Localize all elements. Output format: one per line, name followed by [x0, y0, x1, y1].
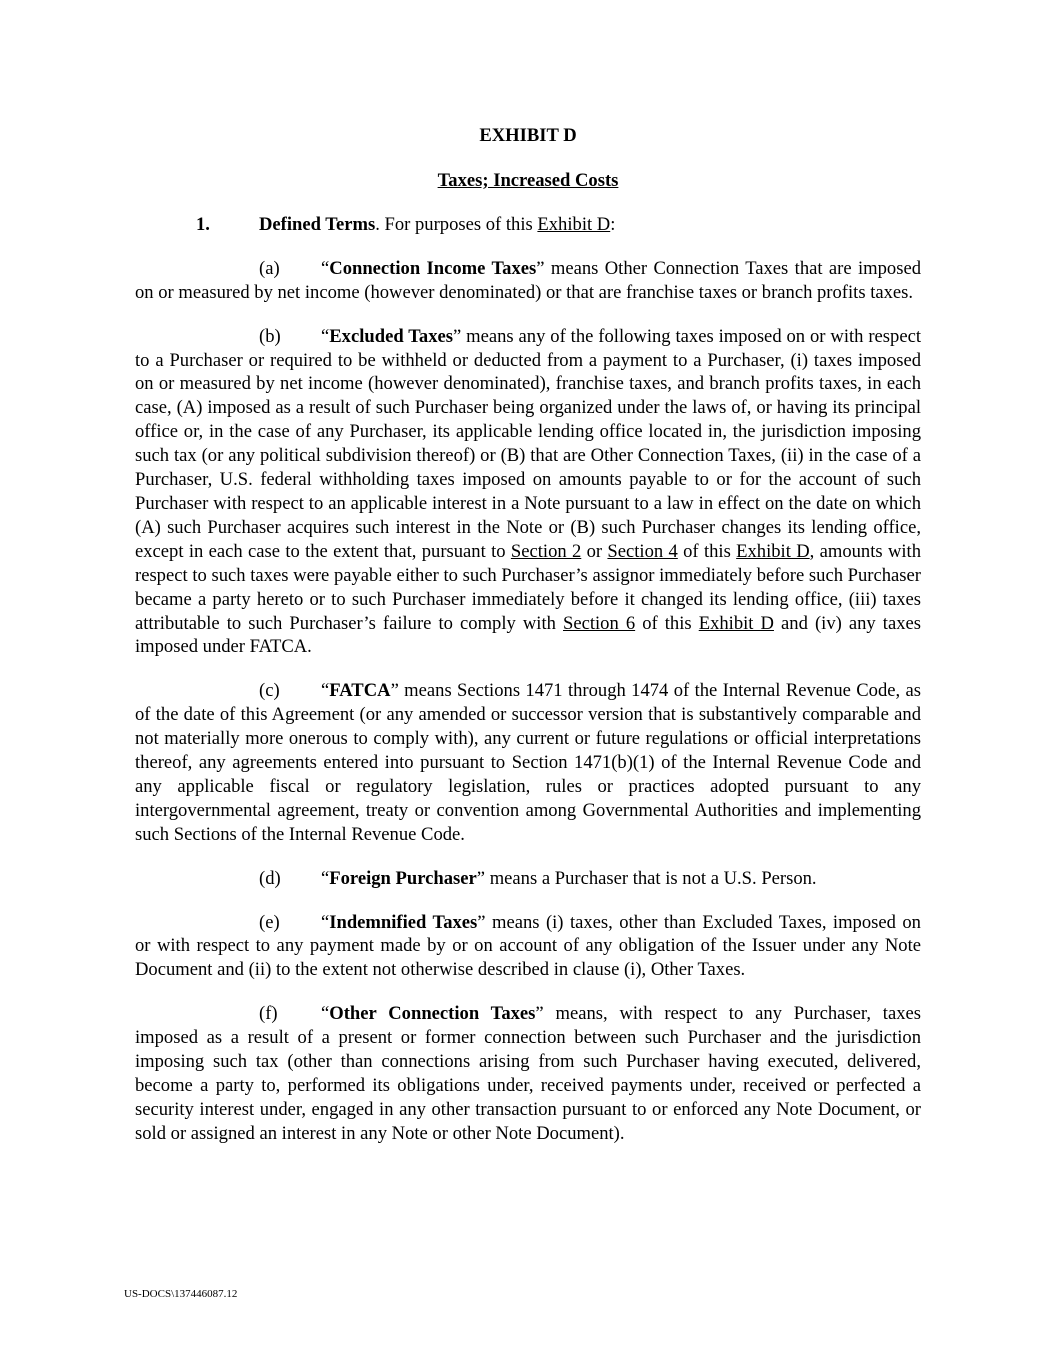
section-lead: . For purposes of this	[375, 213, 538, 235]
definition-label: (f)	[259, 1003, 278, 1025]
definition-label: (d)	[259, 867, 281, 889]
definition-f	[135, 1002, 921, 1145]
defined-term: Connection Income Taxes	[329, 257, 537, 279]
section-6-link[interactable]: Section 6	[563, 612, 636, 634]
definition-text: of this	[677, 540, 737, 562]
definition-text: ” means any of the following taxes imposed on or with respect to a Purchaser or required to be withheld or deducted from a payment to a Purchaser, (i) taxes imposed on or measured by net income (however denominated), franchise taxes, and branch profits taxes, in each case, (A) imposed as a result of such Purchaser being organized under the laws of, or having its principal office or, in the case of any Purchaser, its applicable lending office located in, the jurisdiction imposing such tax (or any political subdivision thereof) or (B) that are Other Connection Taxes, (ii) in the case of a Purchaser, U.S. federal withholding taxes imposed on amounts payable to or for the account of such Purchaser with respect to an applicable interest in a Note pursuant to a law in effect on the date on which (A) such Purchaser acquires such interest in the Note or (B) such Purchaser changes its lending office, except in each case to the extent that, pursuant to	[135, 325, 921, 562]
section-heading-text	[259, 213, 615, 237]
defined-term: Foreign Purchaser	[329, 867, 477, 889]
document-id-footer: US-DOCS\137446087.12	[124, 1288, 238, 1300]
exhibit-d-link[interactable]: Exhibit D	[698, 612, 774, 634]
definition-text: and (iv) any taxes imposed under FATCA.	[135, 612, 921, 658]
open-quote: “	[321, 257, 330, 279]
defined-term: Other Connection Taxes	[329, 1003, 536, 1025]
exhibit-title: EXHIBIT D	[479, 125, 577, 146]
section-4-link[interactable]: Section 4	[607, 540, 678, 562]
section-number: 1.	[196, 213, 210, 235]
open-quote: “	[321, 680, 330, 702]
section-2-link[interactable]: Section 2	[510, 540, 582, 562]
definition-label: (e)	[259, 911, 280, 933]
section-1-heading	[135, 213, 921, 237]
definition-text: ” means Sections 1471 through 1474 of the Internal Revenue Code, as of the date of this Agreement (or any amended or successor version that is substantively comparable and not materially more onerous to comply with), any current or future regulations or official interpretations thereof, any agreements entered into pursuant to Section 1471(b)(1) of the Internal Revenue Code and any applicable fiscal or regulatory legislation, rules or practices adopted pursuant to any intergovernmental agreement, treaty or convention among Governmental Authorities and implementing such Sections of the Internal Revenue Code.	[135, 680, 921, 845]
definition-a	[135, 257, 921, 305]
definition-text: ” means a Purchaser that is not a U.S. Person.	[476, 867, 817, 889]
open-quote: “	[321, 325, 330, 347]
definition-text: or	[581, 540, 608, 562]
defined-term: Excluded Taxes	[329, 325, 453, 347]
definition-c	[135, 679, 921, 846]
document-body	[135, 124, 921, 1146]
open-quote: “	[321, 867, 330, 889]
definition-label: (a)	[259, 257, 280, 279]
defined-term: FATCA	[329, 680, 391, 702]
definition-e	[135, 911, 921, 983]
definition-label: (c)	[259, 680, 280, 702]
exhibit-d-link[interactable]: Exhibit D	[736, 540, 810, 562]
definition-text: of this	[635, 612, 699, 634]
open-quote: “	[321, 911, 330, 933]
definition-text: ” means, with respect to any Purchaser, taxes imposed as a result of a present or former connection between such Purchaser and the jurisdiction imposing such tax (other than connections arising from such Purchaser having executed, delivered, become a party to, performed its obligations under, received payments under, received or perfected a security interest under, engaged in any other transaction pursuant to or enforced any Note Document, or sold or assigned an interest in any Note or other Note Document).	[135, 1003, 921, 1144]
section-tail: :	[610, 213, 616, 235]
exhibit-subtitle: Taxes; Increased Costs	[437, 169, 619, 191]
definition-b	[135, 325, 921, 660]
definition-text: ” means (i) taxes, other than Excluded Taxes, imposed on or with respect to any payment made by or on account of any obligation of the Issuer under any Note Document and (ii) to the extent not otherwise described in clause (i), Other Taxes.	[135, 911, 921, 981]
defined-term: Indemnified Taxes	[329, 911, 478, 933]
definition-text: ” means Other Connection Taxes that are imposed on or measured by net income (however denominated) or that are franchise taxes or branch profits taxes.	[135, 257, 922, 303]
definition-text: , amounts with respect to such taxes were payable either to such Purchaser’s assignor immediately before such Purchaser became a party hereto or to such Purchaser immediately before it changed its lending office, (iii) taxes attributable to such Purchaser’s failure to comply with	[135, 540, 921, 634]
definition-label: (b)	[259, 325, 281, 347]
definition-d	[135, 867, 921, 891]
exhibit-d-link[interactable]: Exhibit D	[537, 213, 611, 235]
section-term: Defined Terms	[259, 213, 376, 235]
open-quote: “	[321, 1003, 330, 1025]
